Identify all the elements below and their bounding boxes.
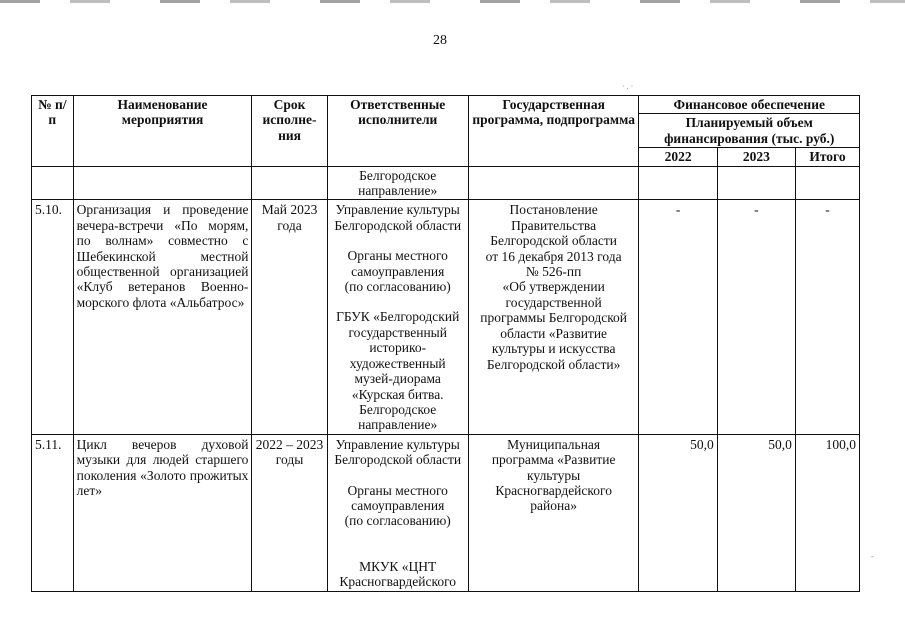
- page-number: 28: [433, 33, 447, 48]
- cell-num: 5.10.: [32, 200, 74, 434]
- cell-name: Цикл вечеров духовой музыки для людей старшего поколения «Золото прожитых лет»: [73, 434, 252, 591]
- text-line: Красногвардейского: [495, 482, 612, 498]
- cell-program: [468, 200, 639, 434]
- cell-responsible: [327, 166, 468, 200]
- cell-name: Организация и проведение вечера-встречи «По морям, по волнам» совместно с Шебекинской местной общественной организацией «Клуб ветеранов Военно-морского флота «Альбатрос»: [73, 200, 252, 434]
- text-line: программа «Развитие: [491, 452, 616, 468]
- spacer: [331, 294, 465, 309]
- cell-total: -: [795, 200, 859, 434]
- scan-speck: · . ·: [622, 82, 634, 91]
- text-line: культуры и искусства: [491, 341, 616, 357]
- header-total: Итого: [795, 148, 859, 166]
- cell-2023: -: [717, 200, 795, 434]
- cell-total: [795, 166, 859, 200]
- events-table: [31, 95, 860, 592]
- text-line: № 526-пп: [525, 264, 582, 280]
- text-line: направление»: [358, 417, 438, 433]
- text-line: программы Белгородской: [480, 310, 628, 326]
- cell-term: [252, 166, 327, 200]
- cell-2022: [639, 166, 717, 200]
- header-2022: 2022: [639, 148, 717, 166]
- header-planned: Планируемый объем финансирования (тыс. руб.): [639, 114, 860, 148]
- text-line: Белгородской области»: [486, 356, 621, 372]
- cell-program: [468, 166, 639, 200]
- text-line: Постановление: [509, 202, 598, 218]
- cell-responsible: [327, 200, 468, 434]
- text-line: района»: [530, 498, 577, 514]
- header-program: Государственная программа, подпрограмма: [468, 96, 639, 167]
- text-line: направление»: [358, 183, 438, 199]
- header-responsible: Ответственные исполнители: [327, 96, 468, 167]
- cell-term: 2022 – 2023 годы: [252, 434, 327, 591]
- cell-2022: -: [639, 200, 717, 434]
- scan-edge: [0, 0, 905, 3]
- cell-2022: 50,0: [639, 434, 717, 591]
- header-name: Наименование мероприятия: [73, 96, 252, 167]
- spacer: [331, 233, 465, 248]
- text-line: Управление культуры: [335, 436, 460, 452]
- text-line: самоуправления: [351, 263, 445, 279]
- cell-total: 100,0: [795, 434, 859, 591]
- cell-2023: 50,0: [717, 434, 795, 591]
- text-line: Белгородское: [359, 167, 437, 183]
- text-line: историко-: [369, 340, 427, 356]
- text-line: Правительства: [511, 217, 597, 233]
- header-finance: Финансовое обеспечение: [639, 96, 860, 114]
- text-line: «Курская битва.: [351, 386, 444, 402]
- cell-name: [73, 166, 252, 200]
- text-line: государственной: [505, 294, 602, 310]
- text-line: Органы местного: [347, 248, 448, 264]
- text-line: Органы местного: [347, 482, 448, 498]
- text-line: Управление культуры: [335, 202, 460, 218]
- text-line: Белгородской области: [490, 233, 618, 249]
- text-line: ГБУК «Белгородский: [336, 309, 460, 325]
- text-line: художественный: [349, 355, 446, 371]
- text-line: государственный: [348, 324, 447, 340]
- cell-num: [32, 166, 74, 200]
- text-line: (по согласованию): [344, 279, 451, 295]
- text-line: Белгородской области: [334, 217, 462, 233]
- cell-term: Май 2023 года: [252, 200, 327, 434]
- text-line: Муниципальная: [507, 436, 601, 452]
- cell-2023: [717, 166, 795, 200]
- cell-program: [468, 434, 639, 591]
- text-line: Белгородской области: [334, 452, 462, 468]
- text-line: Белгородское: [359, 401, 437, 417]
- spacer: [331, 468, 465, 483]
- text-line: от 16 декабря 2013 года: [485, 248, 622, 264]
- cell-responsible: [327, 434, 468, 591]
- text-line: (по согласованию): [344, 513, 451, 529]
- scan-speck: -: [871, 552, 874, 561]
- text-line: МКУК «ЦНТ: [359, 558, 437, 574]
- text-line: культуры: [527, 467, 581, 483]
- text-line: «Об утверждении: [502, 279, 605, 295]
- text-line: самоуправления: [351, 497, 445, 513]
- header-row: [32, 96, 860, 114]
- table-row: [32, 434, 860, 591]
- text-line: области «Развитие: [500, 325, 608, 341]
- table-row: [32, 200, 860, 434]
- cell-num: 5.11.: [32, 434, 74, 591]
- header-term: Срок исполне-ния: [252, 96, 327, 167]
- table-row: [32, 166, 860, 200]
- text-line: музей-диорама: [354, 371, 441, 387]
- header-num: № п/п: [32, 96, 74, 167]
- header-2023: 2023: [717, 148, 795, 166]
- spacer: [331, 529, 465, 559]
- text-line: Красногвардейского: [339, 574, 457, 590]
